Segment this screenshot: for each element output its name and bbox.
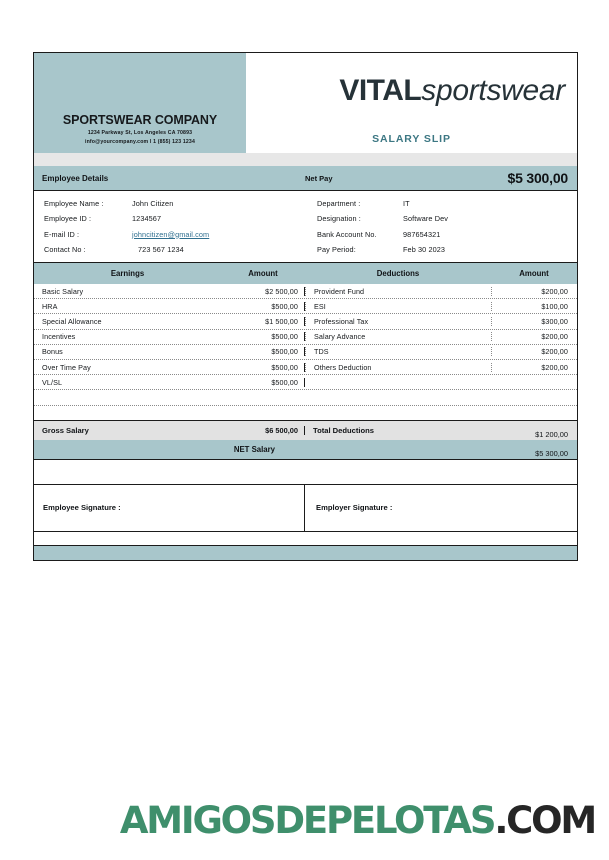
employee-signature-field[interactable]	[34, 485, 305, 531]
info-key: Contact No :	[44, 244, 86, 254]
table-row	[34, 390, 577, 405]
company-name: SPORTSWEAR COMPANY	[62, 113, 218, 127]
deduction-amount: $100,00	[491, 302, 577, 311]
earning-amount: $500,00	[221, 347, 305, 356]
gross-salary-value: $6 500,00	[221, 426, 305, 435]
net-pay-label: Net Pay	[305, 173, 333, 183]
deduction-name: Professional Tax	[305, 317, 491, 326]
info-value: 723 567 1234	[138, 244, 184, 254]
table-row	[34, 314, 577, 329]
info-value: John Citizen	[132, 199, 174, 208]
total-deductions-value: $1 200,00	[535, 429, 568, 439]
brand-primary-text: VITAL	[339, 74, 422, 107]
company-address: 1234 Parkway St, Los Angeles CA 70893	[87, 130, 193, 136]
info-value: Software Dev	[403, 214, 448, 224]
employee-details-label: Employee Details	[42, 173, 109, 183]
info-row-employee-id	[44, 215, 305, 222]
net-salary-value: $5 300,00	[535, 448, 568, 458]
earning-amount: $500,00	[221, 363, 305, 372]
deduction-amount: $300,00	[491, 317, 577, 326]
watermark-name: AMIGOSDEPELOTAS	[119, 799, 495, 842]
earning-name: HRA	[42, 301, 58, 311]
payslip-document	[33, 52, 578, 561]
post-signature-blank	[34, 532, 577, 546]
table-row	[34, 299, 577, 314]
info-key: Employee ID :	[44, 214, 92, 224]
earning-name: VL/SL	[42, 377, 63, 387]
document-header	[34, 53, 577, 153]
gross-salary-label: Gross Salary	[42, 425, 89, 435]
info-row-designation	[317, 215, 577, 222]
table-row	[34, 345, 577, 360]
info-key: E-mail ID :	[44, 229, 80, 239]
summary-bar	[34, 166, 577, 191]
earnings-deductions-table-body	[34, 284, 577, 420]
employer-signature-field[interactable]	[305, 485, 577, 531]
signature-area	[34, 485, 577, 532]
company-contact: info@yourcompany.com l 1 (855) 123 1234	[85, 139, 195, 145]
net-pay-value: $5 300,00	[507, 170, 568, 186]
watermark-tld: .COM	[494, 799, 595, 842]
net-salary-label: NET Salary	[233, 444, 275, 454]
company-identity	[34, 113, 246, 145]
earning-name: Bonus	[42, 347, 63, 357]
earning-amount: $2 500,00	[221, 287, 305, 296]
info-key: Department :	[317, 199, 361, 208]
deduction-name: Provident Fund	[305, 287, 491, 296]
deduction-amount: $200,00	[491, 347, 577, 356]
employer-signature-label: Employer Signature :	[316, 503, 393, 513]
earnings-deductions-table-header	[34, 263, 577, 284]
info-key: Bank Account No.	[317, 229, 377, 239]
employee-info-right-column	[305, 191, 577, 262]
column-header-deductions-amount: Amount	[519, 269, 549, 278]
employee-email-link[interactable]: johncitizen@gmail.com	[132, 229, 210, 239]
earning-amount: $500,00	[221, 302, 305, 311]
info-value: Feb 30 2023	[403, 244, 446, 254]
total-deductions-label: Total Deductions	[313, 425, 375, 435]
document-subtitle: SALARY SLIP	[372, 133, 451, 145]
table-row	[34, 284, 577, 299]
header-divider-band	[34, 153, 577, 166]
earning-amount: $500,00	[221, 378, 305, 387]
earning-name: Special Allowance	[42, 316, 102, 326]
deduction-amount: $200,00	[491, 363, 577, 372]
column-header-earnings-amount: Amount	[248, 269, 278, 278]
earning-name: Incentives	[42, 332, 76, 342]
deduction-name: Others Deduction	[305, 363, 491, 372]
table-row	[34, 360, 577, 375]
document-footer-band	[34, 546, 577, 560]
earning-name: Basic Salary	[42, 286, 84, 296]
info-row-pay-period	[317, 246, 577, 253]
earning-amount: $1 500,00	[221, 317, 305, 326]
info-row-contact-no	[44, 246, 305, 253]
deduction-amount: $200,00	[491, 332, 577, 341]
earning-amount: $500,00	[221, 332, 305, 341]
site-watermark	[0, 799, 595, 842]
gross-salary-row	[34, 420, 577, 440]
table-row	[34, 330, 577, 345]
info-value: IT	[403, 199, 410, 208]
earning-name: Over Time Pay	[42, 362, 91, 372]
employee-info-left-column	[34, 191, 305, 262]
brand-header-panel	[246, 53, 577, 153]
info-row-bank-account	[317, 231, 577, 238]
info-row-email-id	[44, 231, 305, 238]
deduction-name: ESI	[305, 302, 491, 311]
table-row	[34, 406, 577, 420]
info-row-employee-name	[44, 200, 305, 207]
employee-signature-label: Employee Signature :	[43, 503, 121, 513]
info-row-department	[317, 200, 577, 207]
brand-secondary-text: sportswear	[421, 74, 565, 107]
info-key: Designation :	[317, 214, 361, 224]
info-key: Employee Name :	[44, 199, 104, 208]
deduction-name: Salary Advance	[305, 332, 491, 341]
table-row	[34, 375, 577, 390]
brand-logo	[339, 74, 565, 108]
company-header-panel	[34, 53, 246, 153]
employee-info-panel	[34, 191, 577, 263]
net-salary-row	[34, 440, 577, 459]
column-header-earnings: Earnings	[110, 269, 145, 278]
deduction-amount: $200,00	[491, 287, 577, 296]
blank-strip	[34, 459, 577, 485]
info-value: 1234567	[132, 214, 162, 224]
column-header-deductions: Deductions	[376, 269, 420, 278]
info-key: Pay Period:	[317, 244, 356, 254]
info-value: 987654321	[403, 229, 441, 239]
deduction-name: TDS	[305, 347, 491, 356]
